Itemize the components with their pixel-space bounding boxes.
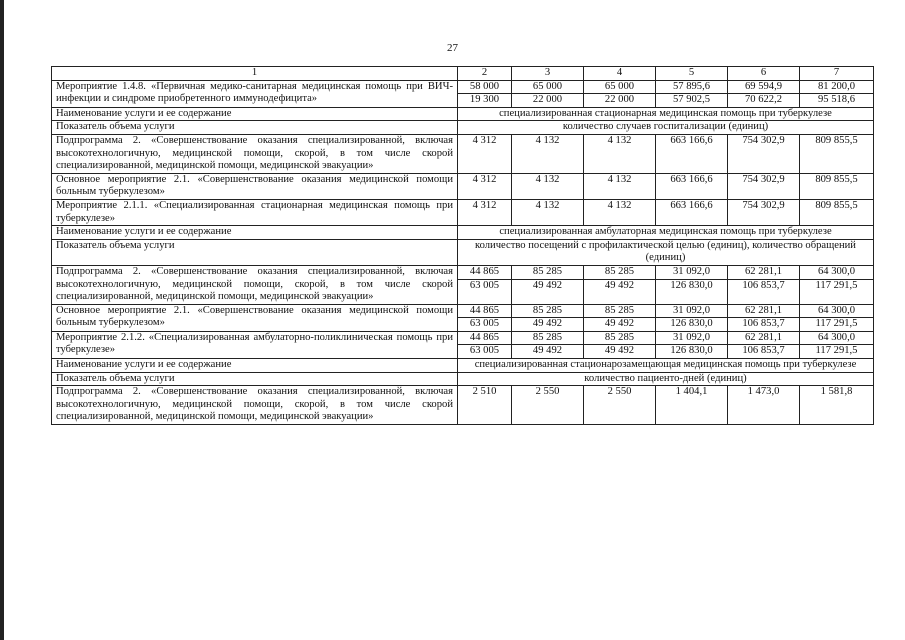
value: 31 092,0: [656, 305, 727, 319]
service-description-cell: количество случаев госпитализации (единиц): [458, 121, 874, 135]
table-row: [52, 226, 874, 240]
row-name: Подпрограмма 2. «Совершенствование оказания специализированной, включая высокотехнологичную, медицинской помощи, скорой, в том числе скорой специализированной, медицинской помощи, медицинской эвакуации»: [52, 386, 458, 425]
value-cell-col-2: [458, 173, 512, 199]
value-cell-col-2: [458, 386, 512, 425]
service-description-cell: количество посещений с профилактической целью (единиц), количество обращений (единиц): [458, 239, 874, 265]
row-name: Подпрограмма 2. «Совершенствование оказания специализированной, включая высокотехнологичную, медицинской помощи, скорой, в том числе скорой специализированной, медицинской помощи, медицинской эвакуации»: [52, 265, 458, 304]
value: 63 005: [469, 279, 500, 291]
value: 85 285: [584, 332, 655, 346]
value: 22 000: [604, 94, 635, 106]
value: 44 865: [458, 266, 511, 280]
table-row: [52, 121, 874, 135]
value: 126 830,0: [670, 318, 713, 330]
row-name: Основное мероприятие 2.1. «Совершенствование оказания медицинской помощи больным туберкулезом»: [52, 304, 458, 331]
value: 65 000: [584, 81, 655, 95]
value-cell-col-7: [800, 134, 874, 173]
row-name: Наименование услуги и ее содержание: [52, 107, 458, 121]
value: 19 300: [469, 94, 500, 106]
row-name: Подпрограмма 2. «Совершенствование оказания специализированной, включая высокотехнологичную, медицинской помощи, скорой, в том числе скорой специализированной, медицинской помощи, медицинской эвакуации»: [52, 134, 458, 173]
value-cell-col-6: [728, 265, 800, 304]
value: 4 132: [535, 134, 560, 146]
table-row: [52, 107, 874, 121]
value: 63 005: [469, 318, 500, 330]
table-row: [52, 265, 874, 304]
value: 4 312: [472, 173, 497, 185]
value: 64 300,0: [800, 266, 873, 280]
value-cell-col-7: [800, 265, 874, 304]
value: 69 594,9: [728, 81, 799, 95]
value-cell-col-5: [656, 80, 728, 107]
value: 4 312: [472, 199, 497, 211]
value-cell-col-3: [512, 331, 584, 358]
row-name: Наименование услуги и ее содержание: [52, 359, 458, 373]
value: 95 518,6: [817, 94, 856, 106]
value: 62 281,1: [728, 332, 799, 346]
value: 126 830,0: [670, 279, 713, 291]
column-number-2: 2: [458, 67, 512, 81]
scan-edge-bar: [0, 0, 4, 640]
value: 58 000: [458, 81, 511, 95]
value-cell-col-6: [728, 304, 800, 331]
value: 754 302,9: [742, 134, 785, 146]
table-row: [52, 239, 874, 265]
value: 117 291,5: [815, 318, 858, 330]
value-cell-col-3: [512, 265, 584, 304]
column-number-6: 6: [728, 67, 800, 81]
value: 64 300,0: [800, 305, 873, 319]
value-cell-col-6: [728, 331, 800, 358]
value-cell-col-5: [656, 331, 728, 358]
value: 117 291,5: [815, 345, 858, 357]
value: 49 492: [532, 279, 563, 291]
service-description-cell: специализированная амбулаторная медицинская помощь при туберкулезе: [458, 226, 874, 240]
value: 85 285: [512, 266, 583, 280]
table-row: [52, 331, 874, 358]
value-cell-col-4: [584, 386, 656, 425]
value: 1 581,8: [820, 386, 853, 398]
value: 49 492: [532, 345, 563, 357]
value: 62 281,1: [728, 266, 799, 280]
value: 85 285: [512, 305, 583, 319]
page-number: 27: [447, 42, 458, 54]
value-cell-col-6: [728, 173, 800, 199]
value-cell-col-5: [656, 386, 728, 425]
value-cell-col-7: [800, 386, 874, 425]
value: 106 853,7: [742, 318, 785, 330]
value: 4 132: [607, 134, 632, 146]
table-row: [52, 80, 874, 107]
value-cell-col-6: [728, 134, 800, 173]
service-description-cell: количество пациенто-дней (единиц): [458, 372, 874, 386]
value: 754 302,9: [742, 199, 785, 211]
value-cell-col-7: [800, 331, 874, 358]
value-cell-col-4: [584, 134, 656, 173]
column-number-7: 7: [800, 67, 874, 81]
row-name: Показатель объема услуги: [52, 372, 458, 386]
row-name: Показатель объема услуги: [52, 239, 458, 265]
value-cell-col-3: [512, 199, 584, 225]
value-cell-col-4: [584, 173, 656, 199]
table-row: [52, 386, 874, 425]
column-number-3: 3: [512, 67, 584, 81]
row-name: Наименование услуги и ее содержание: [52, 226, 458, 240]
value-cell-col-3: [512, 80, 584, 107]
value-cell-col-4: [584, 304, 656, 331]
value: 663 166,6: [670, 199, 713, 211]
value-cell-col-3: [512, 134, 584, 173]
row-name: Основное мероприятие 2.1. «Совершенствование оказания медицинской помощи больным туберкулезом»: [52, 173, 458, 199]
value-cell-col-5: [656, 173, 728, 199]
value-cell-col-2: [458, 199, 512, 225]
value: 49 492: [604, 345, 635, 357]
value: 4 132: [607, 173, 632, 185]
value: 117 291,5: [815, 279, 858, 291]
table-row: [52, 199, 874, 225]
value: 81 200,0: [800, 81, 873, 95]
value-cell-col-4: [584, 199, 656, 225]
value: 809 855,5: [815, 134, 858, 146]
value-cell-col-7: [800, 80, 874, 107]
value: 809 855,5: [815, 173, 858, 185]
value: 57 902,5: [672, 94, 711, 106]
value: 2 550: [607, 386, 632, 398]
row-name: Показатель объема услуги: [52, 121, 458, 135]
value: 4 132: [535, 199, 560, 211]
value: 49 492: [604, 318, 635, 330]
value-cell-col-3: [512, 304, 584, 331]
value: 65 000: [512, 81, 583, 95]
value-cell-col-5: [656, 304, 728, 331]
value: 4 132: [607, 199, 632, 211]
value-cell-col-2: [458, 331, 512, 358]
value-cell-col-7: [800, 173, 874, 199]
value: 754 302,9: [742, 173, 785, 185]
value-cell-col-2: [458, 265, 512, 304]
value: 63 005: [469, 345, 500, 357]
row-name: Мероприятие 2.1.2. «Специализированная амбулаторно-поликлиническая помощь при туберкулезе»: [52, 331, 458, 358]
value-cell-col-3: [512, 173, 584, 199]
value: 809 855,5: [815, 199, 858, 211]
row-name: Мероприятие 2.1.1. «Специализированная стационарная медицинская помощь при туберкулезе»: [52, 199, 458, 225]
value: 1 404,1: [675, 386, 708, 398]
value: 106 853,7: [742, 345, 785, 357]
value: 2 550: [535, 386, 560, 398]
value-cell-col-3: [512, 386, 584, 425]
value: 1 473,0: [747, 386, 780, 398]
value: 2 510: [472, 386, 497, 398]
table-row: [52, 134, 874, 173]
program-funding-table: [51, 66, 874, 425]
table-row: [52, 372, 874, 386]
column-number-4: 4: [584, 67, 656, 81]
value: 31 092,0: [656, 332, 727, 346]
column-number-1: 1: [52, 67, 458, 81]
table-row: [52, 173, 874, 199]
value: 49 492: [604, 279, 635, 291]
value: 85 285: [584, 266, 655, 280]
table-header-row: [52, 67, 874, 81]
service-description-cell: специализированная стационарозамещающая медицинская помощь при туберкулезе: [458, 359, 874, 373]
value: 70 622,2: [744, 94, 783, 106]
table-row: [52, 359, 874, 373]
value: 49 492: [532, 318, 563, 330]
value: 85 285: [584, 305, 655, 319]
value: 126 830,0: [670, 345, 713, 357]
service-description-cell: специализированная стационарная медицинская помощь при туберкулезе: [458, 107, 874, 121]
value: 57 895,6: [656, 81, 727, 95]
table-row: [52, 304, 874, 331]
value: 31 092,0: [656, 266, 727, 280]
value: 85 285: [512, 332, 583, 346]
value-cell-col-4: [584, 265, 656, 304]
value-cell-col-5: [656, 199, 728, 225]
value: 44 865: [458, 332, 511, 346]
value-cell-col-6: [728, 386, 800, 425]
value: 4 132: [535, 173, 560, 185]
value-cell-col-7: [800, 199, 874, 225]
value: 106 853,7: [742, 279, 785, 291]
value-cell-col-5: [656, 265, 728, 304]
value-cell-col-2: [458, 80, 512, 107]
value-cell-col-2: [458, 304, 512, 331]
value-cell-col-5: [656, 134, 728, 173]
value: 663 166,6: [670, 134, 713, 146]
value: 22 000: [532, 94, 563, 106]
column-number-5: 5: [656, 67, 728, 81]
value: 64 300,0: [800, 332, 873, 346]
value: 4 312: [472, 134, 497, 146]
row-name: Мероприятие 1.4.8. «Первичная медико-санитарная медицинская помощь при ВИЧ-инфекции и синдроме приобретенного иммунодефицита»: [52, 80, 458, 107]
value-cell-col-4: [584, 80, 656, 107]
value-cell-col-4: [584, 331, 656, 358]
value: 663 166,6: [670, 173, 713, 185]
value-cell-col-6: [728, 80, 800, 107]
value-cell-col-6: [728, 199, 800, 225]
value-cell-col-2: [458, 134, 512, 173]
value-cell-col-7: [800, 304, 874, 331]
value: 44 865: [458, 305, 511, 319]
value: 62 281,1: [728, 305, 799, 319]
